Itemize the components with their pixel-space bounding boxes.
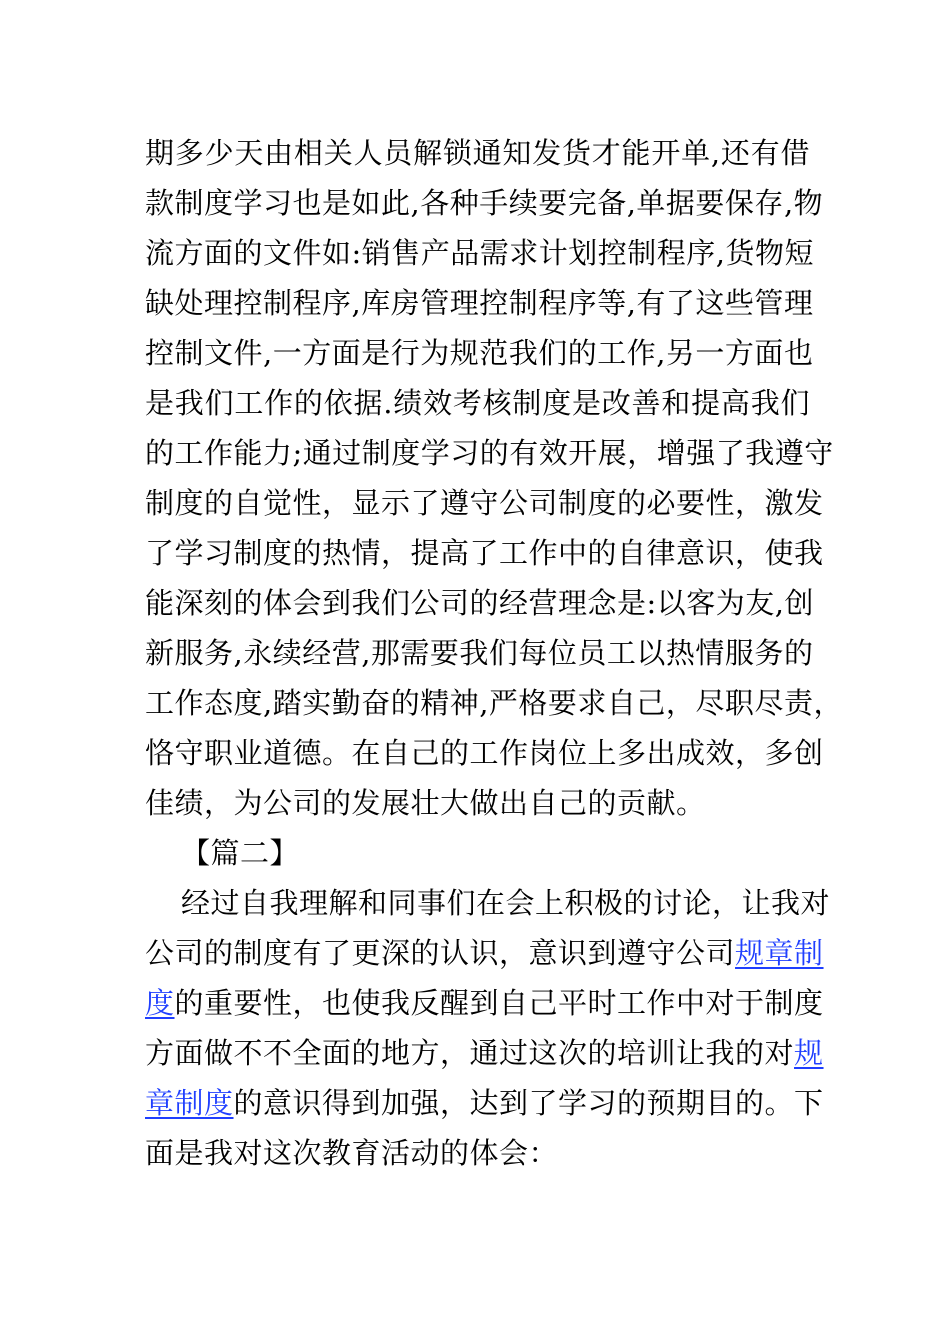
paragraph-line: 面是我对这次教育活动的体会： <box>145 1136 559 1170</box>
document-body <box>145 128 843 1178</box>
paragraph-line <box>145 1078 824 1128</box>
paragraph-line: 经过自我理解和同事们在会上积极的讨论，让我对 <box>181 886 831 920</box>
line-text: 的重要性，也使我反醒到自己平时工作中对于制度 <box>174 986 824 1020</box>
paragraph-line: 新服务,永续经营,那需要我们每位员工以热情服务的 <box>145 636 814 670</box>
paragraph-line <box>145 928 824 978</box>
regulations-link-2[interactable]: 规 <box>794 1036 824 1070</box>
line-text: 方面做不不全面的地方，通过这次的培训让我的对 <box>145 1036 795 1070</box>
line-text: 的意识得到加强，达到了学习的预期目的。下 <box>233 1086 824 1120</box>
paragraph-line: 缺处理控制程序,库房管理控制程序等,有了这些管理 <box>145 286 814 320</box>
regulations-link-2-continued[interactable]: 章制度 <box>145 1086 234 1120</box>
paragraph-line <box>145 978 824 1028</box>
paragraph-line <box>145 1028 824 1078</box>
paragraph-line: 款制度学习也是如此,各种手续要完备,单据要保存,物 <box>145 186 824 220</box>
paragraph-line: 制度的自觉性，显示了遵守公司制度的必要性，激发 <box>145 486 824 520</box>
paragraph-line: 了学习制度的热情，提高了工作中的自律意识，使我 <box>145 536 824 570</box>
line-text: 公司的制度有了更深的认识，意识到遵守公司 <box>145 936 736 970</box>
paragraph-line: 能深刻的体会到我们公司的经营理念是:以客为友,创 <box>145 586 814 620</box>
section-heading: 【篇二】 <box>181 836 300 870</box>
paragraph-line: 工作态度,踏实勤奋的精神,严格要求自己，尽职尽责， <box>145 686 843 720</box>
regulations-link[interactable]: 规章制 <box>735 936 824 970</box>
paragraph-line: 恪守职业道德。在自己的工作岗位上多出成效，多创 <box>145 736 824 770</box>
paragraph-line: 期多少天由相关人员解锁通知发货才能开单,还有借 <box>145 136 810 170</box>
regulations-link-continued[interactable]: 度 <box>145 986 175 1020</box>
paragraph-line: 佳绩，为公司的发展壮大做出自己的贡献。 <box>145 786 706 820</box>
paragraph-line: 是我们工作的依据.绩效考核制度是改善和提高我们 <box>145 386 810 420</box>
paragraph-line: 控制文件,一方面是行为规范我们的工作,另一方面也 <box>145 336 814 370</box>
paragraph-line: 的工作能力;通过制度学习的有效开展，增强了我遵守 <box>145 436 834 470</box>
paragraph-line: 流方面的文件如:销售产品需求计划控制程序,货物短 <box>145 236 814 270</box>
